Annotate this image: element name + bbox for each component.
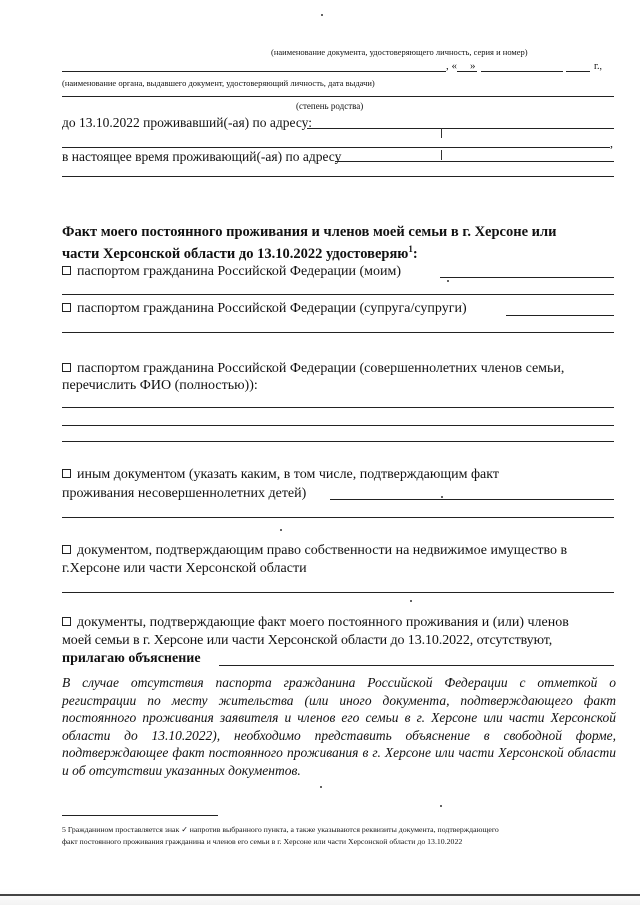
checkbox-icon[interactable] [62, 266, 71, 275]
scan-bottom-band [0, 889, 640, 905]
section-heading-line1: Факт моего постоянного проживания и членов моей семьи в г. Херсоне или [62, 224, 557, 240]
checkbox-icon[interactable] [62, 363, 71, 372]
year-line [566, 71, 590, 72]
scan-speck [440, 805, 442, 807]
option-passport-own[interactable] [62, 263, 401, 281]
passport-spouse-line[interactable] [506, 315, 614, 316]
option-other-document[interactable] [62, 466, 499, 484]
option-documents-absent[interactable] [62, 614, 569, 632]
current-address-label: в настоящее время проживающий(-ая) по адресу [62, 149, 342, 164]
option-label: документы, подтверждающие факт моего постоянного проживания и (или) членов [77, 615, 569, 630]
option-passport-spouse[interactable] [62, 300, 467, 318]
kinship-caption: (степень родства) [296, 101, 364, 111]
option-passport-adults-line2: перечислить ФИО (полностью)): [62, 378, 258, 393]
document-caption: (наименование документа, удостоверяющего личность, серия и номер) [271, 47, 528, 57]
adults-line-3[interactable] [62, 441, 614, 442]
prev-address-line[interactable] [307, 128, 614, 129]
date-quote-close: » [470, 60, 476, 72]
explanation-line[interactable] [219, 665, 614, 666]
instruction-note: В случае отсутствия паспорта гражданина Российской Федерации с отметкой о регистрации по месту жительства (или иного документа, подтверждающего факт постоянного проживания заявителя и членов его семьи в г. Херсоне или части Херсонской области до 13.10.2022), необходимо представить объяснение в свободной форме, подтверждающее факт постоянного проживания в г. Херсоне или части Херсонской области и об отсутствии указанных документов. [62, 675, 616, 778]
scan-mark [441, 150, 442, 160]
scan-speck [280, 529, 282, 531]
footnote-line2: факт постоянного проживания гражданина и членов его семьи в г. Херсоне или части Херсонской области до 13.10.2022 [62, 837, 463, 846]
date-quote-open: , « [446, 60, 457, 72]
scan-speck [410, 600, 412, 602]
checkbox-icon[interactable] [62, 545, 71, 554]
other-document-line[interactable] [330, 499, 614, 500]
adults-line-1[interactable] [62, 407, 614, 408]
other-document-line-2[interactable] [62, 517, 614, 518]
option-documents-absent-line3: прилагаю объяснение [62, 651, 201, 666]
prev-address-label: до 13.10.2022 проживавший(-ая) по адресу: [62, 115, 312, 130]
scan-mark [441, 128, 442, 138]
option-passport-adults[interactable] [62, 360, 564, 378]
footnote-rule [62, 815, 218, 816]
option-label: иным документом (указать каким, в том числе, подтверждающим факт [77, 467, 499, 482]
checkbox-icon[interactable] [62, 617, 71, 626]
line-comma: , [610, 136, 613, 150]
scan-bottom-edge [0, 894, 640, 896]
option-label: документом, подтверждающим право собственности на недвижимое имущество в [77, 543, 568, 558]
option-property-document-line2: г.Херсоне или части Херсонской области [62, 561, 307, 576]
option-other-document-line2: проживания несовершеннолетних детей) [62, 486, 307, 501]
scan-speck [321, 14, 323, 16]
option-documents-absent-line2: моей семьи в г. Херсоне или части Херсонской области до 13.10.2022, отсутствуют, [62, 633, 553, 648]
checkbox-icon[interactable] [62, 303, 71, 312]
scan-speck [447, 280, 449, 282]
current-address-line-2[interactable] [62, 176, 614, 177]
scan-speck [320, 786, 322, 788]
property-line[interactable] [62, 592, 614, 593]
checkbox-icon[interactable] [62, 469, 71, 478]
month-line [481, 71, 563, 72]
section-heading-line2: части Херсонской области до 13.10.2022 удостоверяю$^1$: [62, 244, 418, 262]
passport-own-line-2[interactable] [62, 294, 614, 295]
issuer-caption: (наименование органа, выдавшего документ, удостоверяющий личность, дата выдачи) [62, 78, 375, 88]
scan-speck [441, 496, 443, 498]
passport-own-line[interactable] [440, 277, 614, 278]
passport-spouse-line-2[interactable] [62, 332, 614, 333]
kinship-line [62, 96, 614, 97]
issuer-line [62, 71, 446, 72]
option-label: паспортом гражданина Российской Федерации (моим) [77, 264, 402, 279]
current-address-line[interactable] [335, 161, 614, 162]
footnote-marker: 1 [408, 244, 413, 254]
year-suffix: г., [594, 61, 602, 72]
option-label: паспортом гражданина Российской Федерации (супруга/супруги) [77, 301, 467, 316]
footnote-line1: 5 Гражданином проставляется знак ✓ напротив выбранного пункта, а также указываются реквизиты документа, подтверждающего [62, 825, 499, 834]
adults-line-2[interactable] [62, 425, 614, 426]
option-property-document[interactable] [62, 542, 567, 560]
option-label: паспортом гражданина Российской Федерации (совершеннолетних членов семьи, [77, 361, 565, 376]
